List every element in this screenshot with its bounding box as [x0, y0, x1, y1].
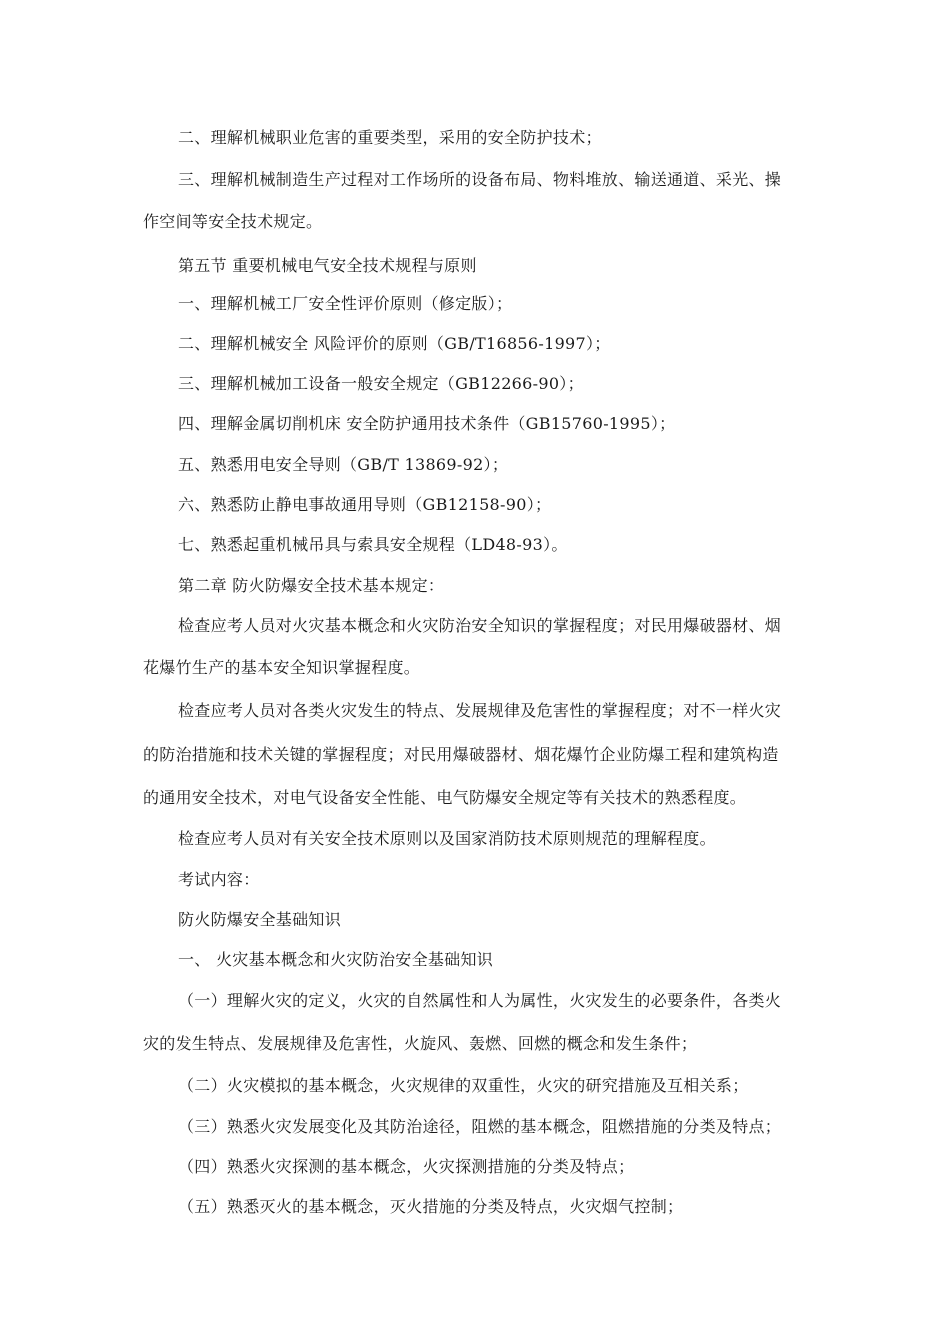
text-line: 防火防爆安全基础知识 [178, 910, 342, 929]
text-line: 作空间等安全技术规定。 [143, 212, 323, 231]
text-line: 三、理解机械加工设备一般安全规定（GB12266-90）； [178, 374, 584, 393]
chapter-heading: 第二章 防火防爆安全技术基本规定： [178, 576, 445, 595]
text-line: 灾的发生特点、发展规律及危害性，火旋风、轰燃、回燃的概念和发生条件； [143, 1034, 698, 1053]
section-heading: 第五节 重要机械电气安全技术规程与原则 [178, 256, 477, 275]
text-line: 检查应考人员对火灾基本概念和火灾防治安全知识的掌握程度；对民用爆破器材、烟 [178, 616, 782, 635]
text-line: 一、理解机械工厂安全性评价原则（修定版）； [178, 294, 513, 313]
text-line: 检查应考人员对各类火灾发生的特点、发展规律及危害性的掌握程度；对不一样火灾 [178, 701, 782, 720]
text-line: （四）熟悉火灾探测的基本概念，火灾探测措施的分类及特点； [178, 1157, 635, 1176]
text-line: 六、熟悉防止静电事故通用导则（GB12158-90）； [178, 495, 552, 514]
text-line: 七、熟悉起重机械吊具与索具安全规程（LD48-93）。 [178, 535, 568, 554]
text-line: 二、理解机械安全 风险评价的原则（GB/T16856-1997）； [178, 334, 611, 353]
text-line: 的通用安全技术，对电气设备安全性能、电气防爆安全规定等有关技术的熟悉程度。 [143, 788, 747, 807]
text-line: 考试内容： [178, 870, 260, 889]
text-line: 一、 火灾基本概念和火灾防治安全基础知识 [178, 950, 494, 969]
text-line: 三、理解机械制造生产过程对工作场所的设备布局、物料堆放、输送通道、采光、操 [178, 170, 782, 189]
text-line: （五）熟悉灭火的基本概念，灭火措施的分类及特点，火灾烟气控制； [178, 1197, 684, 1216]
text-line: 的防治措施和技术关键的掌握程度；对民用爆破器材、烟花爆竹企业防爆工程和建筑构造 [143, 745, 779, 764]
text-line: 四、理解金属切削机床 安全防护通用技术条件（GB15760-1995）； [178, 414, 676, 433]
text-line: 检查应考人员对有关安全技术原则以及国家消防技术原则规范的理解程度。 [178, 829, 716, 848]
text-line: 五、熟悉用电安全导则（GB/T 13869-92）； [178, 455, 509, 474]
text-line: （三）熟悉火灾发展变化及其防治途径，阻燃的基本概念，阻燃措施的分类及特点； [178, 1117, 782, 1136]
text-line: 花爆竹生产的基本安全知识掌握程度。 [143, 658, 421, 677]
text-line: 二、理解机械职业危害的重要类型，采用的安全防护技术； [178, 128, 602, 147]
text-line: （二）火灾模拟的基本概念，火灾规律的双重性，火灾的研究措施及互相关系； [178, 1076, 749, 1095]
text-line: （一）理解火灾的定义，火灾的自然属性和人为属性，火灾发生的必要条件，各类火 [178, 991, 782, 1010]
